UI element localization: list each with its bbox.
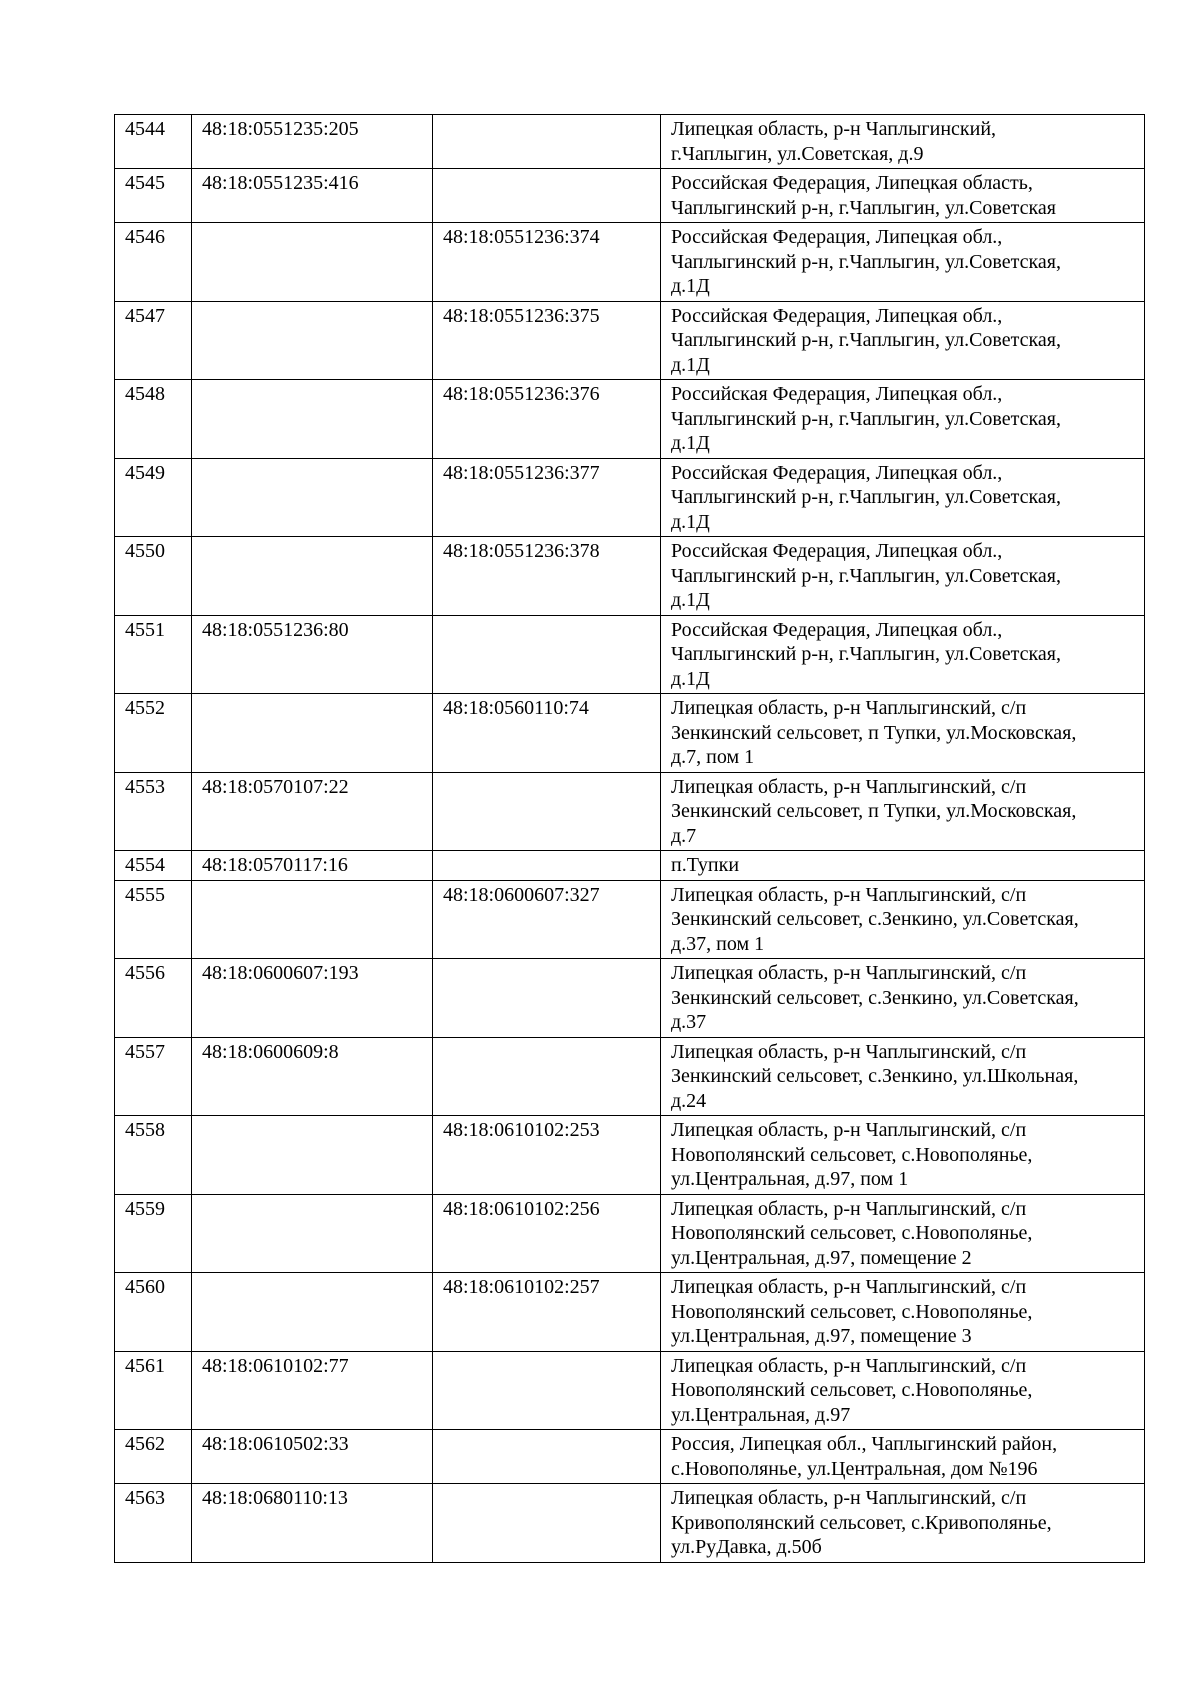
- cadastral-number-land-cell: [192, 1273, 433, 1352]
- row-number-cell: 4550: [115, 537, 192, 616]
- address-cell: Российская Федерация, Липецкая обл., Чаплыгинский р-н, г.Чаплыгин, ул.Советская, д.1Д: [661, 223, 1145, 302]
- table-row: [115, 301, 1145, 380]
- row-number-cell: 4561: [115, 1351, 192, 1430]
- cadastral-number-building-cell: [433, 115, 661, 169]
- table-row: [115, 1351, 1145, 1430]
- address-cell: Российская Федерация, Липецкая обл., Чаплыгинский р-н, г.Чаплыгин, ул.Советская, д.1Д: [661, 615, 1145, 694]
- address-cell: Липецкая область, р-н Чаплыгинский, с/п Новополянский сельсовет, с.Новополянье, ул.Центральная, д.97: [661, 1351, 1145, 1430]
- cadastral-number-building-cell: 48:18:0560110:74: [433, 694, 661, 773]
- table-row: [115, 880, 1145, 959]
- table-row: [115, 615, 1145, 694]
- cadastral-number-building-cell: 48:18:0551236:377: [433, 458, 661, 537]
- address-cell: Липецкая область, р-н Чаплыгинский, с/п Зенкинский сельсовет, п Тупки, ул.Московская, д.7: [661, 772, 1145, 851]
- address-cell: Российская Федерация, Липецкая область, Чаплыгинский р-н, г.Чаплыгин, ул.Советская: [661, 169, 1145, 223]
- cadastral-number-building-cell: [433, 1037, 661, 1116]
- row-number-cell: 4549: [115, 458, 192, 537]
- table-row: [115, 694, 1145, 773]
- cadastral-number-building-cell: 48:18:0551236:375: [433, 301, 661, 380]
- address-cell: Липецкая область, р-н Чаплыгинский, с/п Зенкинский сельсовет, с.Зенкино, ул.Советская, д.37: [661, 959, 1145, 1038]
- row-number-cell: 4544: [115, 115, 192, 169]
- address-cell: Липецкая область, р-н Чаплыгинский, с/п Зенкинский сельсовет, с.Зенкино, ул.Школьная, д.24: [661, 1037, 1145, 1116]
- table-row: [115, 1430, 1145, 1484]
- cadastral-number-building-cell: [433, 772, 661, 851]
- table-row: [115, 169, 1145, 223]
- row-number-cell: 4555: [115, 880, 192, 959]
- row-number-cell: 4559: [115, 1194, 192, 1273]
- row-number-cell: 4545: [115, 169, 192, 223]
- address-cell: Российская Федерация, Липецкая обл., Чаплыгинский р-н, г.Чаплыгин, ул.Советская, д.1Д: [661, 301, 1145, 380]
- row-number-cell: 4563: [115, 1484, 192, 1563]
- row-number-cell: 4558: [115, 1116, 192, 1195]
- cadastral-number-land-cell: 48:18:0551236:80: [192, 615, 433, 694]
- row-number-cell: 4548: [115, 380, 192, 459]
- cadastral-number-building-cell: [433, 169, 661, 223]
- address-cell: п.Тупки: [661, 851, 1145, 881]
- row-number-cell: 4551: [115, 615, 192, 694]
- cadastral-number-building-cell: 48:18:0610102:257: [433, 1273, 661, 1352]
- row-number-cell: 4557: [115, 1037, 192, 1116]
- address-cell: Липецкая область, р-н Чаплыгинский, с/п Кривополянский сельсовет, с.Кривополянье, ул.РуДавка, д.50б: [661, 1484, 1145, 1563]
- row-number-cell: 4556: [115, 959, 192, 1038]
- table-row: [115, 851, 1145, 881]
- cadastral-number-building-cell: [433, 1351, 661, 1430]
- cadastral-number-land-cell: 48:18:0600607:193: [192, 959, 433, 1038]
- table-row: [115, 772, 1145, 851]
- cadastral-number-land-cell: [192, 223, 433, 302]
- cadastral-number-land-cell: [192, 301, 433, 380]
- table-row: [115, 1273, 1145, 1352]
- table-row: [115, 959, 1145, 1038]
- cadastral-number-building-cell: [433, 959, 661, 1038]
- row-number-cell: 4562: [115, 1430, 192, 1484]
- address-cell: Липецкая область, р-н Чаплыгинский, с/п Зенкинский сельсовет, с.Зенкино, ул.Советская, д.37, пом 1: [661, 880, 1145, 959]
- row-number-cell: 4546: [115, 223, 192, 302]
- cadastral-number-land-cell: [192, 380, 433, 459]
- cadastral-number-building-cell: 48:18:0600607:327: [433, 880, 661, 959]
- table-row: [115, 1037, 1145, 1116]
- cadastral-number-building-cell: 48:18:0551236:378: [433, 537, 661, 616]
- cadastral-number-land-cell: 48:18:0570107:22: [192, 772, 433, 851]
- cadastral-number-land-cell: 48:18:0610102:77: [192, 1351, 433, 1430]
- address-cell: Липецкая область, р-н Чаплыгинский, с/п Новополянский сельсовет, с.Новополянье, ул.Центральная, д.97, помещение 2: [661, 1194, 1145, 1273]
- row-number-cell: 4554: [115, 851, 192, 881]
- table-row: [115, 1116, 1145, 1195]
- cadastral-number-land-cell: 48:18:0551235:416: [192, 169, 433, 223]
- cadastral-number-building-cell: [433, 615, 661, 694]
- address-cell: Российская Федерация, Липецкая обл., Чаплыгинский р-н, г.Чаплыгин, ул.Советская, д.1Д: [661, 380, 1145, 459]
- cadastral-number-building-cell: 48:18:0610102:253: [433, 1116, 661, 1195]
- property-table: [114, 114, 1145, 1563]
- cadastral-number-building-cell: [433, 1430, 661, 1484]
- cadastral-number-land-cell: [192, 880, 433, 959]
- table-row: [115, 380, 1145, 459]
- table-row: [115, 1484, 1145, 1563]
- address-cell: Российская Федерация, Липецкая обл., Чаплыгинский р-н, г.Чаплыгин, ул.Советская, д.1Д: [661, 458, 1145, 537]
- address-cell: Липецкая область, р-н Чаплыгинский, с/п Зенкинский сельсовет, п Тупки, ул.Московская, д.7, пом 1: [661, 694, 1145, 773]
- cadastral-number-land-cell: [192, 537, 433, 616]
- cadastral-number-land-cell: 48:18:0570117:16: [192, 851, 433, 881]
- row-number-cell: 4552: [115, 694, 192, 773]
- cadastral-number-land-cell: [192, 1116, 433, 1195]
- cadastral-number-land-cell: 48:18:0680110:13: [192, 1484, 433, 1563]
- address-cell: Липецкая область, р-н Чаплыгинский, г.Чаплыгин, ул.Советская, д.9: [661, 115, 1145, 169]
- cadastral-number-land-cell: 48:18:0610502:33: [192, 1430, 433, 1484]
- cadastral-number-land-cell: [192, 458, 433, 537]
- cadastral-number-land-cell: [192, 1194, 433, 1273]
- address-cell: Российская Федерация, Липецкая обл., Чаплыгинский р-н, г.Чаплыгин, ул.Советская, д.1Д: [661, 537, 1145, 616]
- table-row: [115, 537, 1145, 616]
- table-row: [115, 458, 1145, 537]
- cadastral-number-building-cell: 48:18:0551236:374: [433, 223, 661, 302]
- cadastral-number-land-cell: 48:18:0551235:205: [192, 115, 433, 169]
- cadastral-number-building-cell: [433, 851, 661, 881]
- table-row: [115, 1194, 1145, 1273]
- cadastral-number-building-cell: [433, 1484, 661, 1563]
- cadastral-number-land-cell: 48:18:0600609:8: [192, 1037, 433, 1116]
- table-body: [115, 115, 1145, 1563]
- address-cell: Липецкая область, р-н Чаплыгинский, с/п Новополянский сельсовет, с.Новополянье, ул.Центральная, д.97, пом 1: [661, 1116, 1145, 1195]
- cadastral-number-building-cell: 48:18:0610102:256: [433, 1194, 661, 1273]
- row-number-cell: 4553: [115, 772, 192, 851]
- cadastral-number-land-cell: [192, 694, 433, 773]
- table-row: [115, 115, 1145, 169]
- row-number-cell: 4547: [115, 301, 192, 380]
- cadastral-number-building-cell: 48:18:0551236:376: [433, 380, 661, 459]
- address-cell: Липецкая область, р-н Чаплыгинский, с/п Новополянский сельсовет, с.Новополянье, ул.Центральная, д.97, помещение 3: [661, 1273, 1145, 1352]
- address-cell: Россия, Липецкая обл., Чаплыгинский район, с.Новополянье, ул.Центральная, дом №196: [661, 1430, 1145, 1484]
- row-number-cell: 4560: [115, 1273, 192, 1352]
- table-row: [115, 223, 1145, 302]
